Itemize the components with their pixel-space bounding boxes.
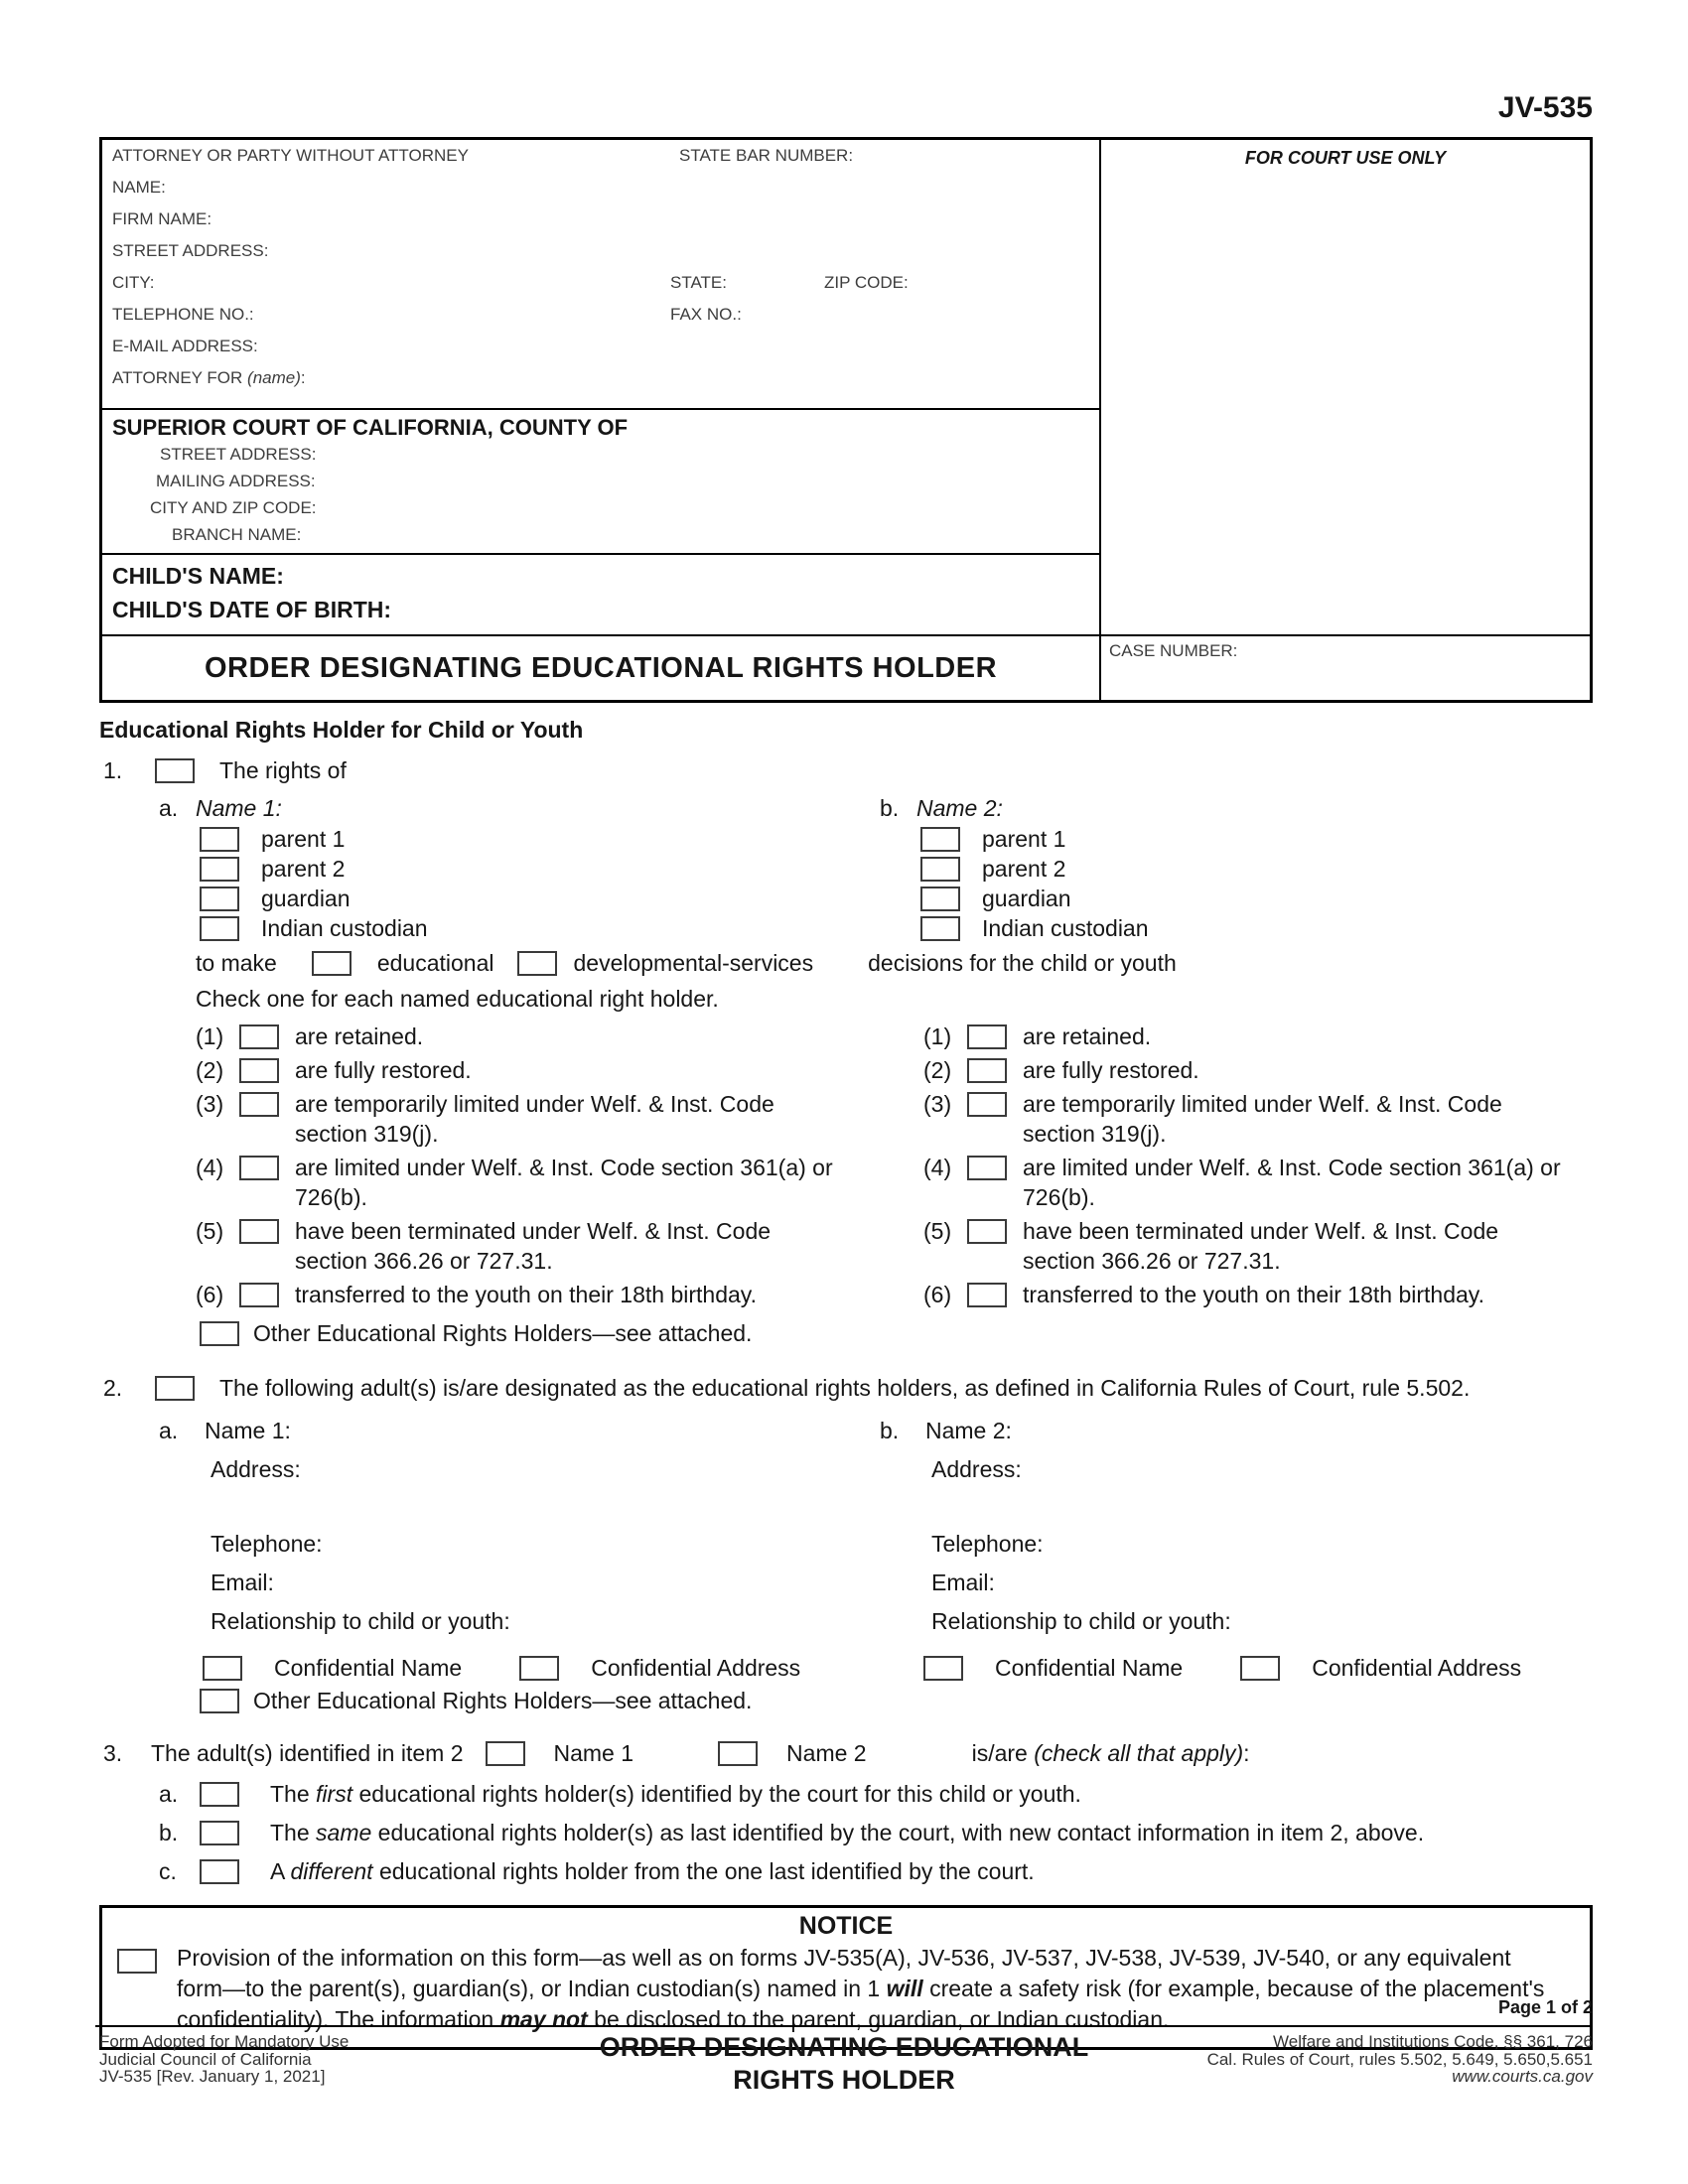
item2-name1-confidential-name-checkbox[interactable] bbox=[203, 1656, 242, 1681]
item1-name2-indian-custodian-checkbox[interactable] bbox=[920, 916, 960, 941]
attorney-party-label: ATTORNEY OR PARTY WITHOUT ATTORNEY bbox=[112, 146, 469, 165]
role-label: guardian bbox=[982, 885, 1071, 911]
item1-name1-option4-checkbox[interactable] bbox=[239, 1156, 279, 1180]
option-text: are limited under Welf. & Inst. Code section 361(a) or 726(b). bbox=[1023, 1155, 1561, 1210]
item1-name2-option1-checkbox[interactable] bbox=[967, 1024, 1007, 1049]
option-number: (4) bbox=[196, 1155, 224, 1180]
childs-name-label: CHILD'S NAME: bbox=[112, 563, 284, 589]
item1-other-holders-checkbox[interactable] bbox=[200, 1321, 239, 1346]
item1-name1-option5-checkbox[interactable] bbox=[239, 1219, 279, 1244]
item1-number: 1. bbox=[103, 757, 123, 783]
item2-other-holders-checkbox[interactable] bbox=[200, 1689, 239, 1713]
option-text: transferred to the youth on their 18th birthday. bbox=[1023, 1282, 1484, 1307]
item1-name2-option5-checkbox[interactable] bbox=[967, 1219, 1007, 1244]
email-field-label: Email: bbox=[211, 1570, 274, 1595]
confidential-name-label: Confidential Name bbox=[995, 1655, 1184, 1681]
option-number: (5) bbox=[196, 1218, 224, 1244]
notice-title: NOTICE bbox=[798, 1912, 894, 1940]
footer-left-line: Judicial Council of California bbox=[99, 2049, 312, 2069]
court-branch-label: BRANCH NAME: bbox=[172, 525, 302, 544]
option-number: (2) bbox=[196, 1057, 224, 1083]
educational-label: educational bbox=[376, 950, 494, 976]
item1-name1-option6-checkbox[interactable] bbox=[239, 1283, 279, 1307]
confidential-address-label: Confidential Address bbox=[591, 1655, 801, 1681]
item2-intro: The following adult(s) is/are designated as the educational rights holders, as defined in California Rules of Court, rule 5.502. bbox=[219, 1375, 1471, 1401]
item2-other-holders-label: Other Educational Rights Holders—see attached. bbox=[253, 1688, 753, 1713]
item3c-letter: c. bbox=[159, 1858, 177, 1884]
footer-adoption-info bbox=[99, 2033, 349, 2086]
item1-name2-label: Name 2: bbox=[916, 795, 1003, 821]
option-number: (2) bbox=[923, 1057, 952, 1083]
email-field-label: Email: bbox=[931, 1570, 995, 1595]
form-number-label: JV-535 bbox=[1497, 91, 1593, 124]
court-title: SUPERIOR COURT OF CALIFORNIA, COUNTY OF bbox=[112, 415, 629, 440]
option-number: (4) bbox=[923, 1155, 952, 1180]
item1-name2-letter: b. bbox=[880, 795, 900, 821]
childs-dob-label: CHILD'S DATE OF BIRTH: bbox=[112, 597, 392, 622]
item3-name2-checkbox[interactable] bbox=[718, 1741, 758, 1766]
item3c-text: A different educational rights holder from the one last identified by the court. bbox=[270, 1858, 1035, 1884]
form-title: ORDER DESIGNATING EDUCATIONAL RIGHTS HOLDER bbox=[204, 651, 998, 684]
telephone-field-label: Telephone: bbox=[211, 1531, 323, 1557]
notice-text: Provision of the information on this form—as well as on forms JV-535(A), JV-536, JV-537, JV-538, JV-539, JV-540, or any equivalent form—to the parent(s), guardian(s), or Indian custodian(s) named in 1 will create a safety risk (for example, because of the placement's confidentiality). The information may not be disclosed to the parent, guardian, or Indian custodian. bbox=[177, 1945, 1545, 2032]
item2-checkbox[interactable] bbox=[155, 1376, 195, 1401]
option-number: (1) bbox=[196, 1024, 224, 1049]
confidential-name-label: Confidential Name bbox=[274, 1655, 463, 1681]
zip-label: ZIP CODE: bbox=[824, 273, 909, 292]
option-number: (5) bbox=[923, 1218, 952, 1244]
court-mailing-label: MAILING ADDRESS: bbox=[156, 472, 316, 490]
relationship-label: Relationship to child or youth: bbox=[211, 1608, 510, 1634]
footer-code-references bbox=[1207, 2033, 1593, 2086]
attorney-for-label: ATTORNEY FOR (name): bbox=[112, 368, 306, 387]
decisions-label: decisions for the child or youth bbox=[868, 950, 1177, 976]
form-title-cell bbox=[102, 634, 1101, 700]
option-number: (3) bbox=[196, 1091, 224, 1117]
role-label: parent 1 bbox=[982, 825, 1066, 852]
role-label: Indian custodian bbox=[261, 914, 428, 941]
option-text: are retained. bbox=[295, 1024, 424, 1049]
attorney-section bbox=[102, 140, 1101, 408]
footer-left-line: JV-535 [Rev. January 1, 2021] bbox=[99, 2067, 326, 2086]
option-text: are limited under Welf. & Inst. Code section 361(a) or 726(b). bbox=[295, 1155, 833, 1210]
item3-name1-checkbox[interactable] bbox=[486, 1741, 525, 1766]
caption-box bbox=[99, 137, 1593, 703]
check-one-instruction: Check one for each named educational right holder. bbox=[196, 986, 719, 1012]
item2-name2-letter: b. bbox=[880, 1418, 900, 1443]
option-number: (6) bbox=[196, 1282, 224, 1307]
option-text: transferred to the youth on their 18th birthday. bbox=[295, 1282, 757, 1307]
item3-a-checkbox[interactable] bbox=[200, 1782, 239, 1807]
street-address-label: STREET ADDRESS: bbox=[112, 241, 269, 260]
item3-name2-label: Name 2 bbox=[786, 1740, 867, 1766]
notice-box bbox=[99, 1905, 1593, 2050]
item3-c-checkbox[interactable] bbox=[200, 1859, 239, 1884]
role-label: Indian custodian bbox=[982, 914, 1149, 941]
item2-name2-confidential-name-checkbox[interactable] bbox=[923, 1656, 963, 1681]
item2-number: 2. bbox=[103, 1375, 123, 1401]
item1-name1-parent1-checkbox[interactable] bbox=[200, 827, 239, 852]
item2-name2-confidential-address-checkbox[interactable] bbox=[1240, 1656, 1280, 1681]
item2-name1-label: Name 1: bbox=[205, 1418, 291, 1443]
court-cityzip-label: CITY AND ZIP CODE: bbox=[150, 498, 317, 517]
role-label: guardian bbox=[261, 885, 351, 911]
option-number: (3) bbox=[923, 1091, 952, 1117]
item1-name1-option3-checkbox[interactable] bbox=[239, 1092, 279, 1117]
section-heading: Educational Rights Holder for Child or Youth bbox=[99, 717, 584, 743]
fax-label: FAX NO.: bbox=[670, 305, 742, 324]
option-text: are temporarily limited under Welf. & Inst. Code section 319(j). bbox=[295, 1091, 774, 1147]
confidential-address-label: Confidential Address bbox=[1312, 1655, 1522, 1681]
item3a-text: The first educational rights holder(s) identified by the court for this child or youth. bbox=[270, 1781, 1081, 1807]
item1-intro: The rights of bbox=[219, 757, 347, 783]
courts-website-link: www.courts.ca.gov bbox=[1452, 2067, 1593, 2086]
item1-name1-guardian-checkbox[interactable] bbox=[200, 887, 239, 911]
court-section bbox=[102, 408, 1101, 553]
relationship-label: Relationship to child or youth: bbox=[931, 1608, 1231, 1634]
item1-name1-label: Name 1: bbox=[196, 795, 282, 821]
option-text: have been terminated under Welf. & Inst. Code section 366.26 or 727.31. bbox=[295, 1218, 772, 1274]
address-label: Address: bbox=[931, 1456, 1022, 1482]
option-text: are fully restored. bbox=[1023, 1057, 1199, 1083]
footer-left-line: Form Adopted for Mandatory Use bbox=[99, 2032, 350, 2051]
item1-name1-option1-checkbox[interactable] bbox=[239, 1024, 279, 1049]
option-number: (6) bbox=[923, 1282, 952, 1307]
developmental-services-checkbox[interactable] bbox=[517, 951, 557, 976]
item1-name2-option3-checkbox[interactable] bbox=[967, 1092, 1007, 1117]
item3-name1-label: Name 1 bbox=[553, 1740, 634, 1766]
item3-intro: The adult(s) identified in item 2 bbox=[151, 1740, 464, 1766]
item3b-text: The same educational rights holder(s) as last identified by the court, with new contact information in item 2, above. bbox=[270, 1820, 1425, 1845]
page-indicator: Page 1 of 2 bbox=[1497, 1997, 1593, 2017]
case-number-cell bbox=[1101, 634, 1590, 700]
item1-name2-guardian-checkbox[interactable] bbox=[920, 887, 960, 911]
item1-name2-option4-checkbox[interactable] bbox=[967, 1156, 1007, 1180]
state-bar-label: STATE BAR NUMBER: bbox=[679, 146, 854, 165]
firm-name-label: FIRM NAME: bbox=[112, 209, 212, 228]
to-make-label: to make bbox=[196, 950, 277, 976]
item1-name2-option2-checkbox[interactable] bbox=[967, 1058, 1007, 1083]
state-label: STATE: bbox=[670, 273, 727, 292]
form-body bbox=[99, 717, 1593, 2050]
option-text: have been terminated under Welf. & Inst. Code section 366.26 or 727.31. bbox=[1023, 1218, 1499, 1274]
item3a-letter: a. bbox=[159, 1781, 179, 1807]
item3-isare-label: is/are (check all that apply): bbox=[971, 1740, 1250, 1766]
item2-name1-letter: a. bbox=[159, 1418, 179, 1443]
option-text: are retained. bbox=[1023, 1024, 1152, 1049]
city-label: CITY: bbox=[112, 273, 155, 292]
item1-name1-indian-custodian-checkbox[interactable] bbox=[200, 916, 239, 941]
item3b-letter: b. bbox=[159, 1820, 179, 1845]
item1-name2-option6-checkbox[interactable] bbox=[967, 1283, 1007, 1307]
email-label: E-MAIL ADDRESS: bbox=[112, 337, 258, 355]
item1-name1-letter: a. bbox=[159, 795, 179, 821]
case-number-label: CASE NUMBER: bbox=[1109, 641, 1238, 660]
item1-name1-option2-checkbox[interactable] bbox=[239, 1058, 279, 1083]
item3-number: 3. bbox=[103, 1740, 123, 1766]
notice-checkbox[interactable] bbox=[117, 1949, 157, 1974]
role-label: parent 1 bbox=[261, 825, 346, 852]
footer-rule bbox=[95, 2025, 1593, 2027]
address-label: Address: bbox=[211, 1456, 301, 1482]
footer-right-line: Cal. Rules of Court, rules 5.502, 5.649, 5.650,5.651 bbox=[1206, 2049, 1593, 2069]
item1-name1-parent2-checkbox[interactable] bbox=[200, 857, 239, 882]
developmental-label: developmental-services bbox=[573, 950, 814, 976]
item1-checkbox[interactable] bbox=[155, 758, 195, 783]
educational-decisions-checkbox[interactable] bbox=[312, 951, 352, 976]
for-court-use-label: FOR COURT USE ONLY bbox=[1244, 148, 1447, 168]
footer-form-title: ORDER DESIGNATING EDUCATIONAL RIGHTS HOLDER bbox=[599, 2032, 1089, 2095]
item2-name1-confidential-address-checkbox[interactable] bbox=[519, 1656, 559, 1681]
court-street-label: STREET ADDRESS: bbox=[160, 445, 317, 464]
option-text: are temporarily limited under Welf. & Inst. Code section 319(j). bbox=[1023, 1091, 1502, 1147]
option-number: (1) bbox=[923, 1024, 952, 1049]
item1-name2-parent2-checkbox[interactable] bbox=[920, 857, 960, 882]
option-text: are fully restored. bbox=[295, 1057, 472, 1083]
item2-name2-label: Name 2: bbox=[925, 1418, 1012, 1443]
item3-b-checkbox[interactable] bbox=[200, 1821, 239, 1845]
name-label: NAME: bbox=[112, 178, 166, 197]
item1-name2-parent1-checkbox[interactable] bbox=[920, 827, 960, 852]
role-label: parent 2 bbox=[982, 855, 1066, 882]
role-label: parent 2 bbox=[261, 855, 346, 882]
telephone-field-label: Telephone: bbox=[931, 1531, 1044, 1557]
court-use-section bbox=[1101, 140, 1590, 634]
item1-other-holders-label: Other Educational Rights Holders—see attached. bbox=[253, 1320, 753, 1346]
telephone-label: TELEPHONE NO.: bbox=[112, 305, 254, 324]
footer-right-line: Welfare and Institutions Code, §§ 361, 726 bbox=[1273, 2032, 1593, 2051]
child-section bbox=[102, 553, 1101, 634]
